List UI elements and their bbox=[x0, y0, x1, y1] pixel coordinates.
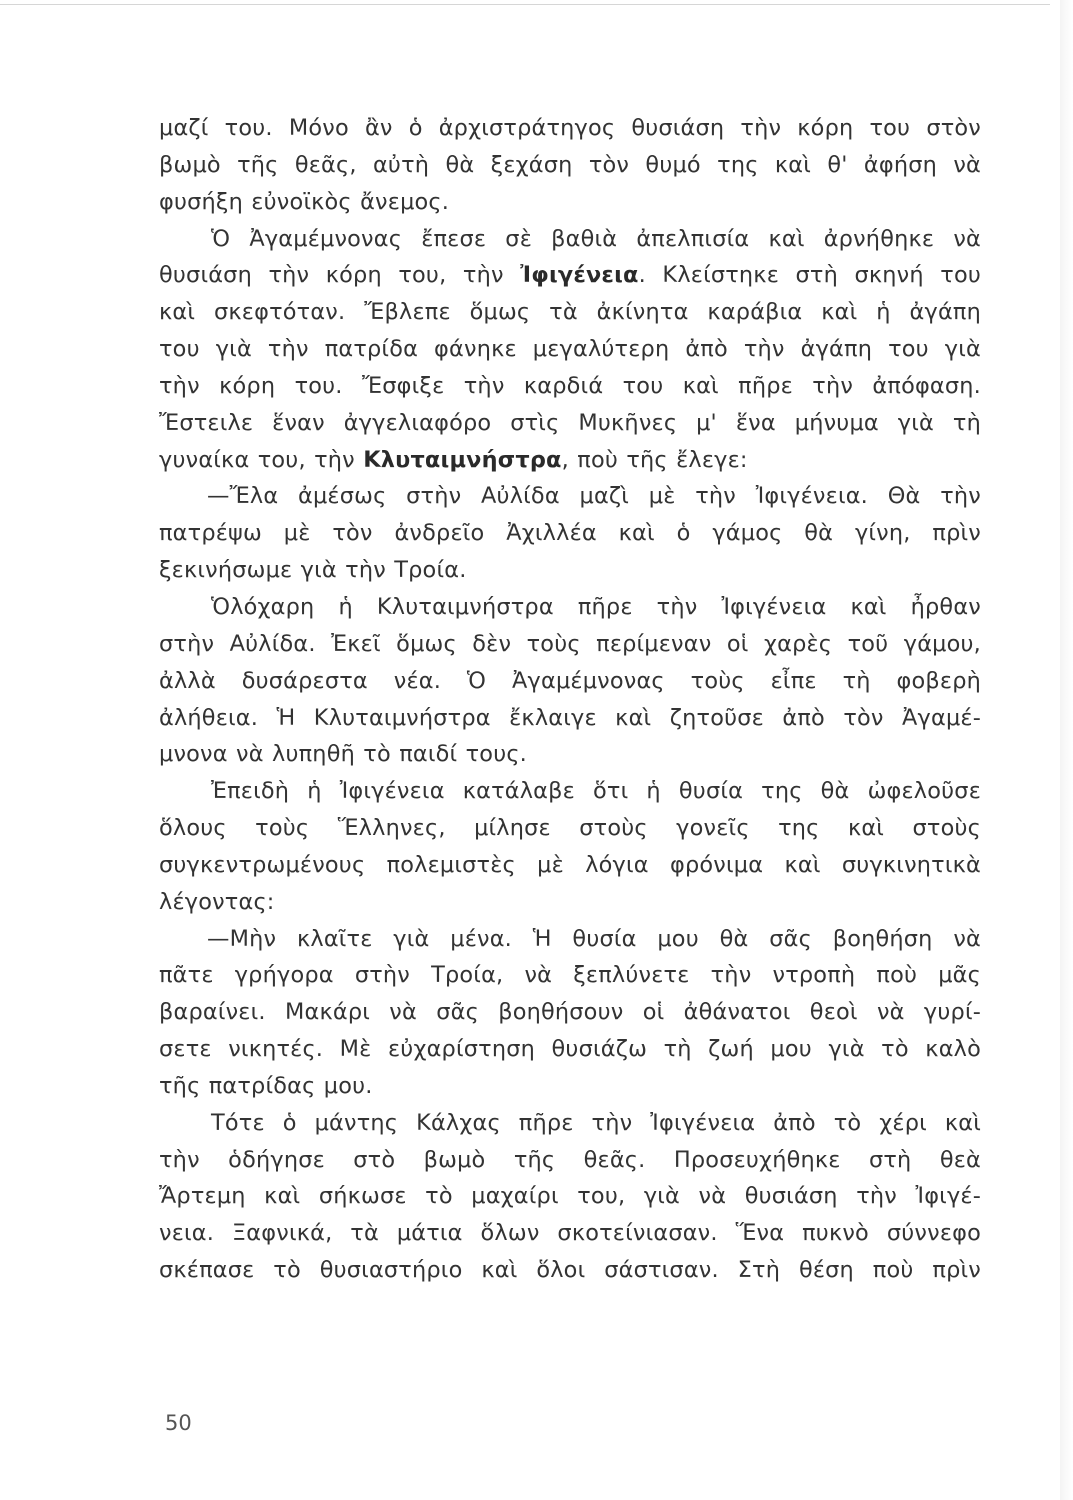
name-clytemnestra: Κλυταιμνήστρα bbox=[363, 446, 562, 473]
text-line: μνονα νὰ λυπηθῆ τὸ παιδί τους. bbox=[159, 741, 528, 768]
text-line: Ὁ Ἀγαμέμνονας ἔπεσε σὲ βαθιὰ ἀπελπισία καὶ ἀρνήθηκε νὰ bbox=[211, 225, 981, 252]
text-line: μαζί του. Μόνο ἂν ὁ ἀρχιστράτηγος θυσιάση τὴν κόρη του στὸν bbox=[159, 115, 981, 141]
text-line: τῆς πατρίδας μου. bbox=[159, 1072, 373, 1099]
text-line: βαραίνει. Μακάρι νὰ σᾶς βοηθήσουν οἱ ἀθάνατοι θεοὶ νὰ γυρί- bbox=[159, 999, 981, 1026]
text-line: Ἔστειλε ἕναν ἀγγελιαφόρο στὶς Μυκῆνες μ' ἕνα μήνυμα γιὰ τὴ bbox=[159, 409, 981, 436]
text-line: ξεκινήσωμε γιὰ τὴν Τροία. bbox=[159, 557, 467, 584]
text-line: —Μὴν κλαῖτε γιὰ μένα. Ἡ θυσία μου θὰ σᾶς βοηθήση νὰ bbox=[207, 925, 981, 952]
text-line: γυναίκα του, τὴν Κλυταιμνήστρα, ποὺ τῆς ἔλεγε: bbox=[159, 446, 748, 473]
text-line: Ἐπειδὴ ἡ Ἰφιγένεια κατάλαβε ὅτι ἡ θυσία της θὰ ὠφελοῦσε bbox=[211, 778, 981, 805]
text-line: Τότε ὁ μάντης Κάλχας πῆρε τὴν Ἰφιγένεια ἀπὸ τὸ χέρι καὶ bbox=[211, 1109, 981, 1136]
text-line: συγκεντρωμένους πολεμιστὲς μὲ λόγια φρόνιμα καὶ συγκινητικὰ bbox=[159, 851, 981, 878]
text-line: πᾶτε γρήγορα στὴν Τροία, νὰ ξεπλύνετε τὴν ντροπὴ ποὺ μᾶς bbox=[159, 962, 981, 989]
text-line: νεια. Ξαφνικά, τὰ μάτια ὅλων σκοτείνιασαν. Ἕνα πυκνὸ σύννεφο bbox=[159, 1220, 981, 1247]
text-line: του γιὰ τὴν πατρίδα φάνηκε μεγαλύτερη ἀπὸ τὴν ἀγάπη του γιὰ bbox=[159, 336, 981, 363]
page-number: 50 bbox=[165, 1411, 192, 1435]
text-line: λέγοντας: bbox=[159, 888, 275, 915]
text-line: τὴν κόρη του. Ἔσφιξε τὴν καρδιά του καὶ πῆρε τὴν ἀπόφαση. bbox=[159, 372, 981, 399]
text-line: στὴν Αὐλίδα. Ἐκεῖ ὅμως δὲν τοὺς περίμεναν οἱ χαρὲς τοῦ γάμου, bbox=[159, 630, 981, 657]
text-line: τὴν ὁδήγησε στὸ βωμὸ τῆς θεᾶς. Προσευχήθηκε στὴ θεὰ bbox=[159, 1146, 981, 1173]
text-line: φυσήξη εὐνοϊκὸς ἄνεμος. bbox=[159, 188, 450, 215]
text-line: σετε νικητές. Μὲ εὐχαρίστηση θυσιάζω τὴ ζωή μου γιὰ τὸ καλὸ bbox=[159, 1036, 981, 1063]
text-line: Ἄρτεμη καὶ σήκωσε τὸ μαχαίρι του, γιὰ νὰ θυσιάση τὴν Ἰφιγέ- bbox=[159, 1183, 981, 1210]
page-body bbox=[159, 110, 981, 1289]
name-iphigenia: Ἰφιγένεια bbox=[520, 262, 639, 289]
text-line: —Ἔλα ἀμέσως στὴν Αὐλίδα μαζὶ μὲ τὴν Ἰφιγένεια. Θὰ τὴν bbox=[207, 483, 981, 510]
text-line: βωμὸ τῆς θεᾶς, αὐτὴ θὰ ξεχάση τὸν θυμό της καὶ θ' ἀφήση νὰ bbox=[159, 151, 981, 178]
text-line: σκέπασε τὸ θυσιαστήριο καὶ ὅλοι σάστισαν. Στὴ θέση ποὺ πρὶν bbox=[159, 1257, 981, 1284]
text-line: ἀλλὰ δυσάρεστα νέα. Ὁ Ἀγαμέμνονας τοὺς εἶπε τὴ φοβερὴ bbox=[159, 667, 981, 694]
text-line: ἀλήθεια. Ἡ Κλυταιμνήστρα ἔκλαιγε καὶ ζητοῦσε ἀπὸ τὸν Ἀγαμέ- bbox=[159, 704, 981, 731]
text-line: θυσιάση τὴν κόρη του, τὴν Ἰφιγένεια. Κλείστηκε στὴ σκηνή του bbox=[159, 262, 981, 289]
text-line: πατρέψω μὲ τὸν ἀνδρεῖο Ἀχιλλέα καὶ ὁ γάμος θὰ γίνη, πρὶν bbox=[159, 520, 981, 547]
text-line: Ὁλόχαρη ἡ Κλυταιμνήστρα πῆρε τὴν Ἰφιγένεια καὶ ἦρθαν bbox=[211, 593, 981, 620]
page-edge-shadow bbox=[1060, 0, 1073, 1500]
top-edge-rule bbox=[0, 4, 1050, 5]
text-line: ὅλους τοὺς Ἕλληνες, μίλησε στοὺς γονεῖς της καὶ στοὺς bbox=[159, 815, 981, 842]
text-line: καὶ σκεφτόταν. Ἔβλεπε ὅμως τὰ ἀκίνητα καράβια καὶ ἡ ἀγάπη bbox=[159, 299, 981, 326]
